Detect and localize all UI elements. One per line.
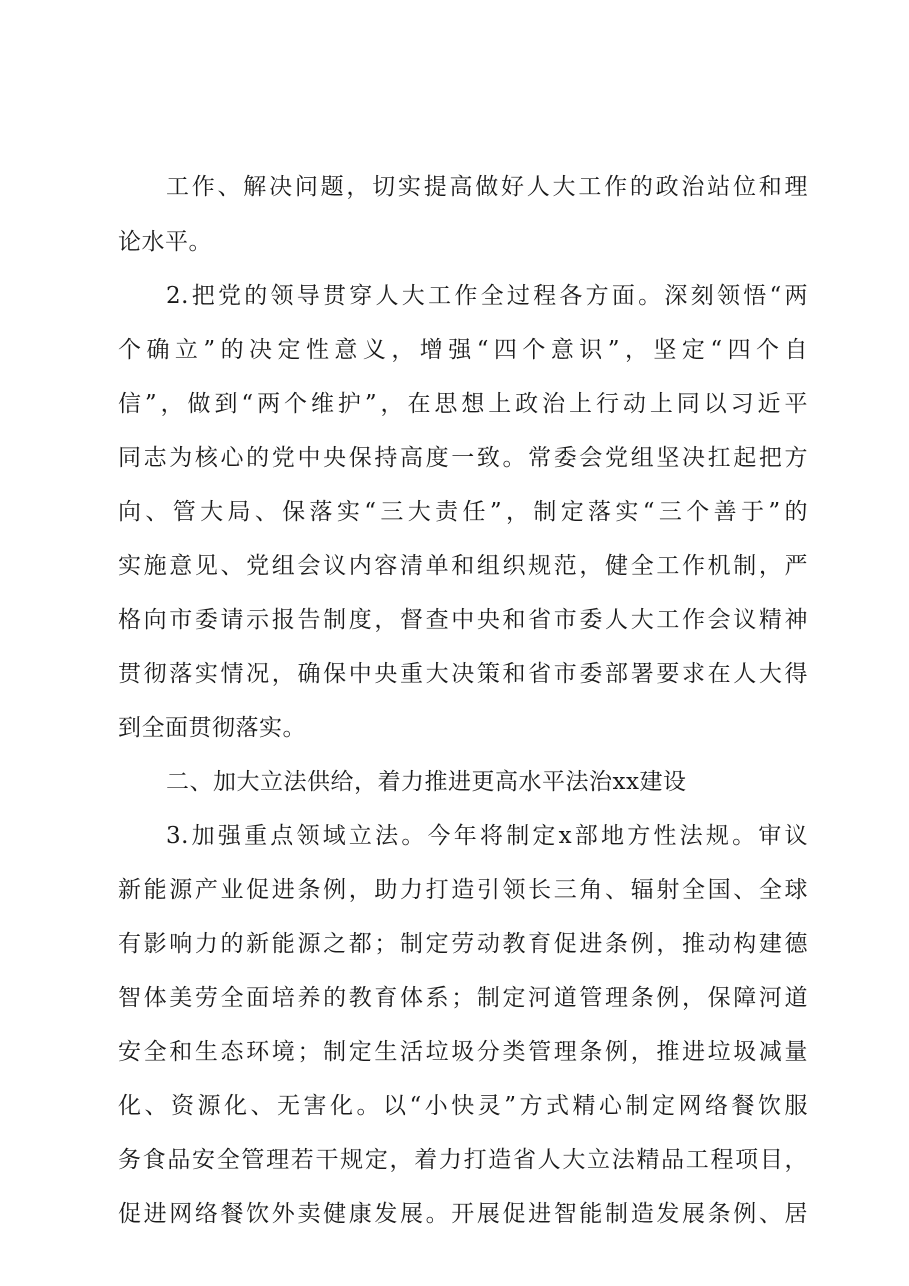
text-line: 贯彻落实情况，确保中央重大决策和省市委部署要求在人大得: [118, 661, 808, 687]
text-line: 格向市委请示报告制度，督查中央和省市委人大工作会议精神: [118, 607, 808, 633]
paragraph-heading-3: 3.加强重点领域立法。今年将制定x部地方性法规。审议: [166, 823, 808, 849]
text-line: 安全和生态环境；制定生活垃圾分类管理条例，推进垃圾减量: [118, 1039, 808, 1065]
text-line: 有影响力的新能源之都；制定劳动教育促进条例，推动构建德: [118, 931, 808, 957]
text-line: 务食品安全管理若干规定，着力打造省人大立法精品工程项目，: [118, 1147, 808, 1173]
text-line: 同志为核心的党中央保持高度一致。常委会党组坚决扛起把方: [118, 445, 808, 471]
text-line: 新能源产业促进条例，助力打造引领长三角、辐射全国、全球: [118, 877, 808, 903]
text-line: 工作、解决问题，切实提高做好人大工作的政治站位和理: [166, 174, 808, 200]
text-line: 实施意见、党组会议内容清单和组织规范，健全工作机制，严: [118, 553, 808, 579]
text-line: 个确立”的决定性意义，增强“四个意识”，坚定“四个自: [118, 337, 808, 363]
text-line: 论水平。: [118, 229, 212, 255]
text-line: 化、资源化、无害化。以“小快灵”方式精心制定网络餐饮服: [118, 1093, 808, 1119]
text-line: 智体美劳全面培养的教育体系；制定河道管理条例，保障河道: [118, 985, 808, 1011]
text-line: 到全面贯彻落实。: [118, 715, 306, 741]
text-line: 促进网络餐饮外卖健康发展。开展促进智能制造发展条例、居: [118, 1201, 808, 1227]
section-heading: 二、加大立法供给，着力推进更高水平法治xx建设: [166, 769, 687, 795]
text-line: 向、管大局、保落实“三大责任”，制定落实“三个善于”的: [118, 499, 808, 525]
paragraph-heading-2: 2.把党的领导贯穿人大工作全过程各方面。深刻领悟“两: [166, 283, 808, 309]
text-line: 信”，做到“两个维护”，在思想上政治上行动上同以习近平: [118, 391, 808, 417]
